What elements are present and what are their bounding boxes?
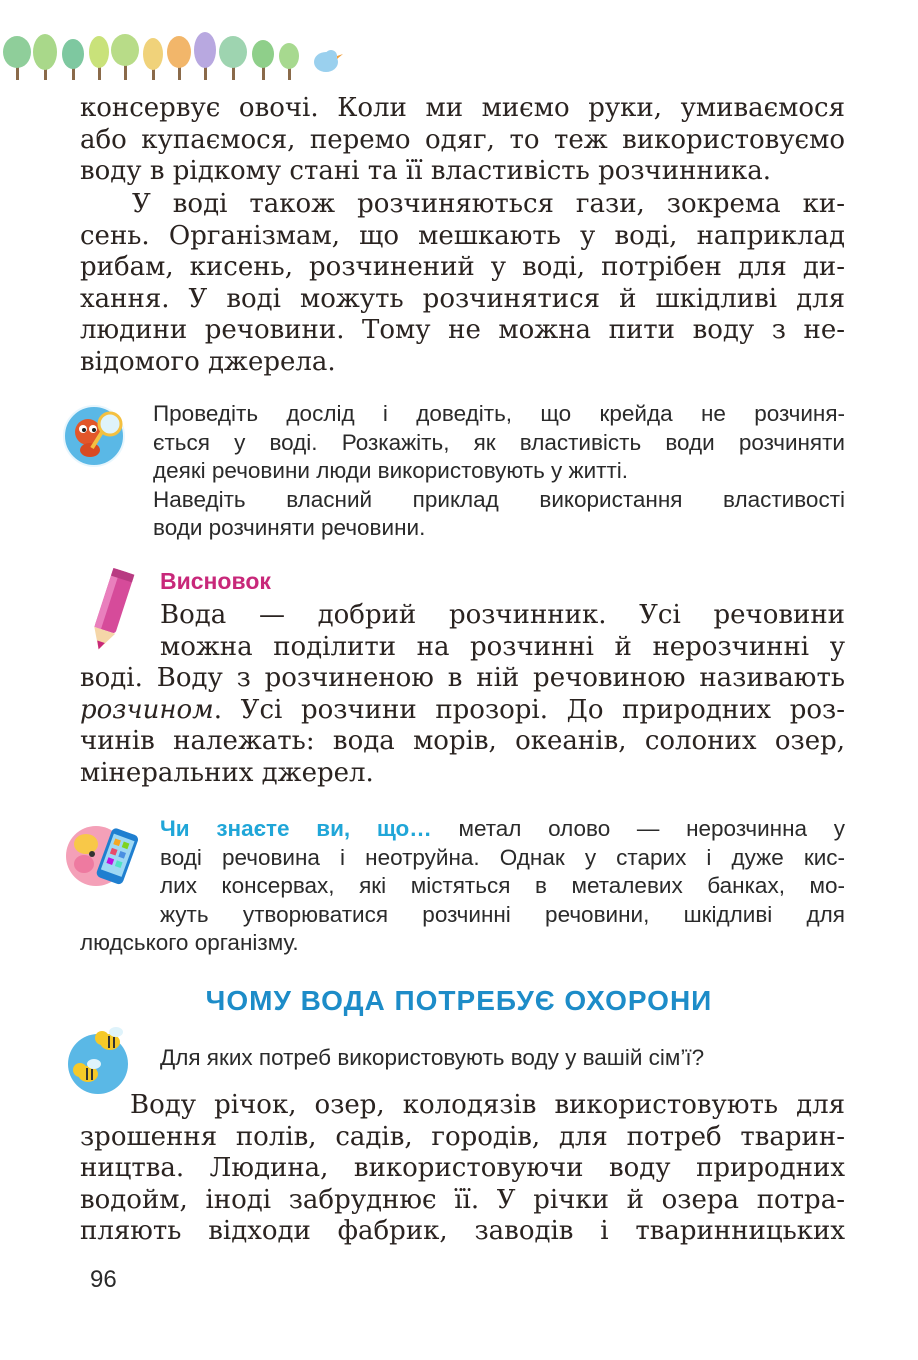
text-line: ництва. Людина, використовуючи воду природних [80, 1153, 845, 1183]
bees-icon [62, 1022, 140, 1094]
text-line: зрошення полів, садів, городів, для потреб тварин- [80, 1121, 845, 1152]
text-line: жуть утворюватися розчинні речовини, шкідливі для [160, 901, 845, 927]
text-line: Чи знаєте ви, що… метал олово — нерозчинна у [160, 816, 845, 841]
did-you-know-box [80, 815, 845, 958]
text-line: відомого джерела. [80, 346, 336, 377]
task-line: деякі речовини люди використовують у житті. [153, 458, 629, 483]
conclusion-text-bottom [80, 663, 845, 789]
text-line: рибам, кисень, розчинений у воді, потрібен для ди- [80, 252, 845, 282]
task-line: ється у воді. Розкажіть, як властивість води розчиняти [153, 429, 845, 455]
conclusion-text-top [160, 600, 845, 663]
text-line: хання. У воді можуть розчинятися й шкідливі для [80, 283, 845, 314]
section-heading: ЧОМУ ВОДА ПОТРЕБУЄ ОХОРОНИ [205, 985, 713, 1016]
task-line: води розчиняти речовини. [153, 515, 426, 540]
water-usage-paragraph [80, 1090, 845, 1248]
page-number: 96 [90, 1266, 117, 1293]
text-line: людського організму. [80, 930, 299, 955]
text-line: У воді також розчиняються гази, зокрема ки- [132, 189, 845, 219]
text-line: Воду річок, озер, колодязів використовують для [130, 1090, 845, 1120]
tree-border-decoration [0, 18, 350, 88]
task-line: Проведіть дослід і доведіть, що крейда не розчиня- [153, 401, 845, 426]
ant-magnifier-icon [62, 402, 130, 470]
text-line: воді. Воду з розчиненою в ній речовиною називають [80, 663, 845, 693]
task-box [153, 400, 845, 543]
text-line: сень. Організмам, що мешкають у воді, наприклад [80, 220, 845, 251]
text-line: лих консервах, які містяться в металевих банках, мо- [160, 873, 845, 898]
text-line: Вода — добрий розчинник. Усі речовини [160, 600, 845, 630]
task-line: Наведіть власний приклад використання властивості [153, 486, 845, 512]
text-line: консервує овочі. Коли ми миємо руки, умиваємося [80, 93, 845, 123]
text-line: воду в рідкому стані та її властивість розчинника. [80, 156, 772, 186]
text-line: водойм, іноді забруднює її. У річки й озера потра- [80, 1184, 845, 1215]
text-line: пляють відходи фабрик, заводів і тваринницьких [80, 1216, 845, 1246]
section-question: Для яких потреб використовують воду у вашій сім’ї? [160, 1045, 705, 1070]
gases-paragraph [80, 189, 845, 378]
conclusion-heading: Висновок [160, 568, 271, 594]
text-line: можна поділити на розчинні й нерозчинні у [160, 631, 845, 662]
text-line: мінеральних джерел. [80, 757, 374, 788]
text-line: воді речовина і неотруйна. Однак у старих і дуже кис- [160, 844, 845, 870]
text-line: або купаємося, перемо одяг, то теж використовуємо [80, 124, 845, 155]
text-line: чинів належать: вода морів, океанів, солоних озер, [80, 726, 845, 756]
text-line: людини речовини. Тому не можна пити воду з не- [80, 315, 845, 345]
pencil-icon [82, 565, 138, 657]
did-you-know-lead: Чи знаєте ви, що… [160, 816, 432, 841]
text-line: розчином. Усі розчини прозорі. До природних роз- [80, 694, 845, 725]
intro-paragraph [80, 93, 845, 188]
term-italic: розчином [80, 694, 214, 725]
